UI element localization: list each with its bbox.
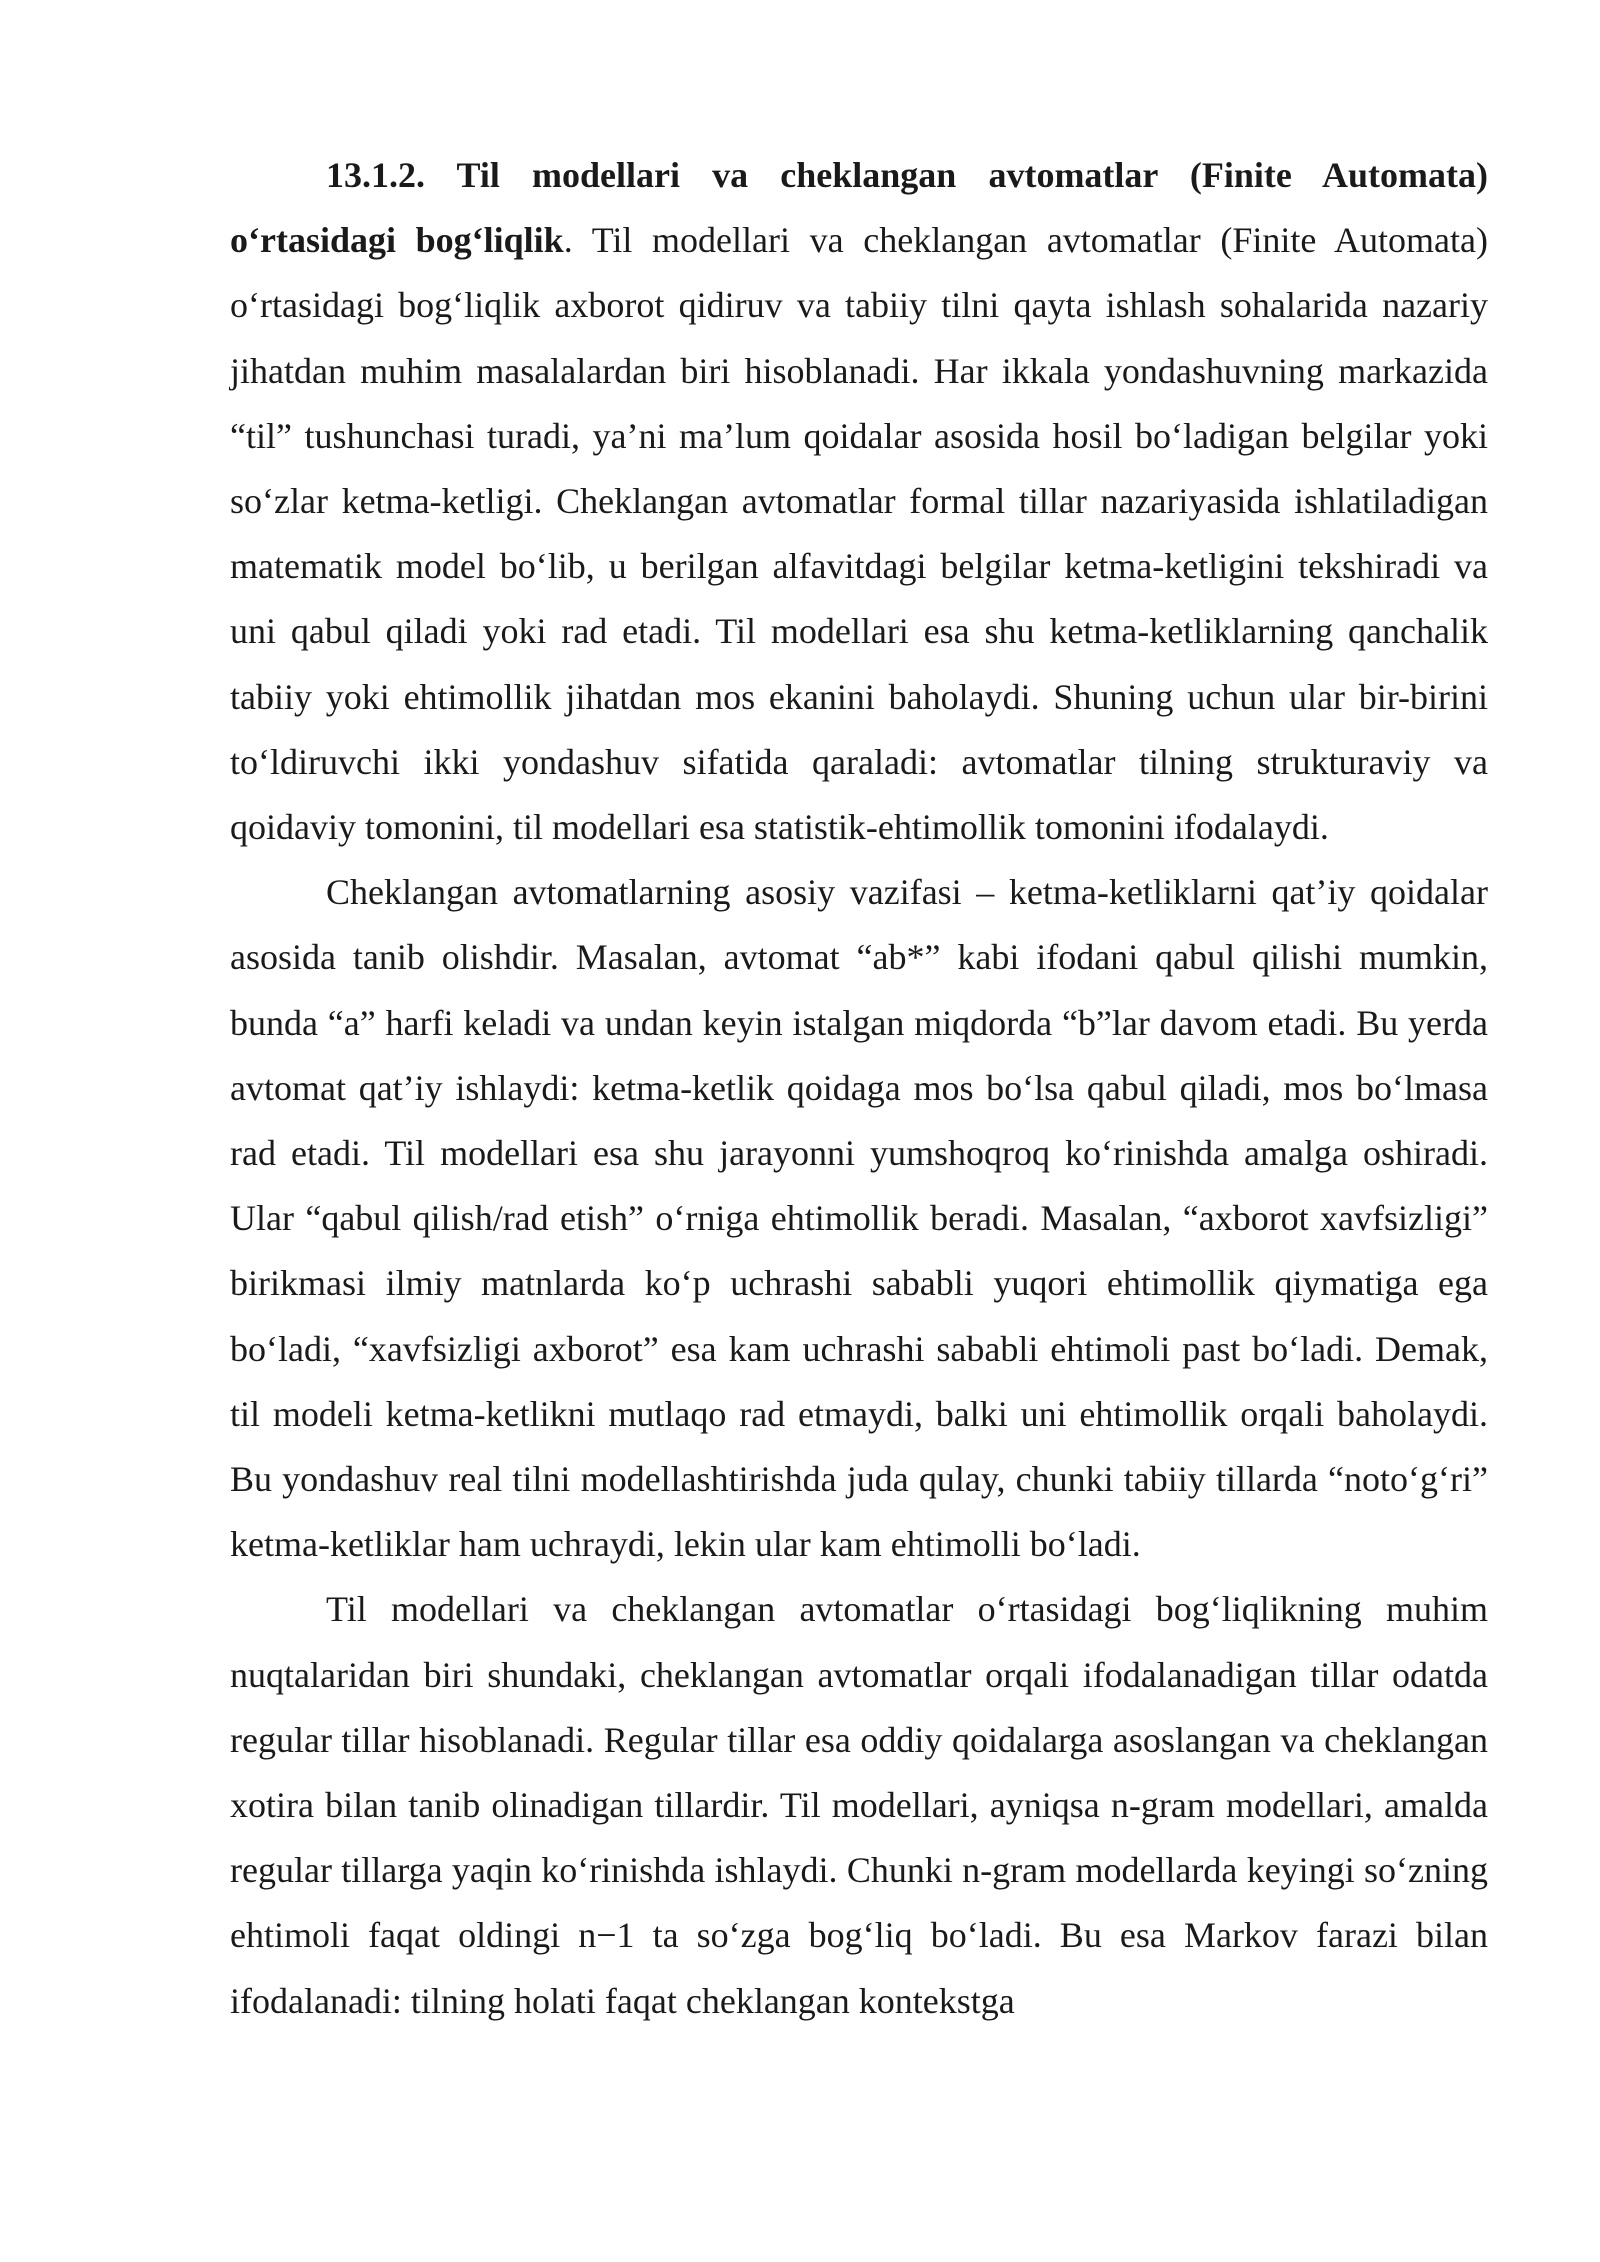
paragraph-1 bbox=[230, 143, 1488, 860]
section-heading: 13.1.2. Til modellari va cheklangan avtomatlar (Finite Automata) o‘rtasidagi bog‘liqlik bbox=[230, 155, 1488, 261]
paragraph-2: Cheklangan avtomatlarning asosiy vazifasi – ketma-ketliklarni qat’iy qoidalar asosida tanib olishdir. Masalan, avtomat “ab*” kabi ifodani qabul qilishi mumkin, bunda “a” harfi keladi va undan keyin istalgan miqdorda “b”lar davom etadi. Bu yerda avtomat qat’iy ishlaydi: ketma-ketlik qoidaga mos bo‘lsa qabul qiladi, mos bo‘lmasa rad etadi. Til modellari esa shu jarayonni yumshoqroq ko‘rinishda amalga oshiradi. Ular “qabul qilish/rad etish” o‘rniga ehtimollik beradi. Masalan, “axborot xavfsizligi” birikmasi ilmiy matnlarda ko‘p uchrashi sababli yuqori ehtimollik qiymatiga ega bo‘ladi, “xavfsizligi axborot” esa kam uchrashi sababli ehtimoli past bo‘ladi. Demak, til modeli ketma-ketlikni mutlaqo rad etmaydi, balki uni ehtimollik orqali baholaydi. Bu yondashuv real tilni modellashtirishda juda qulay, chunki tabiiy tillarda “noto‘g‘ri” ketma-ketliklar ham uchraydi, lekin ular kam ehtimolli bo‘ladi. bbox=[230, 872, 1488, 1565]
paragraph-3: Til modellari va cheklangan avtomatlar o‘rtasidagi bog‘liqlikning muhim nuqtalaridan biri shundaki, cheklangan avtomatlar orqali ifodalanadigan tillar odatda regular tillar hisoblanadi. Regular tillar esa oddiy qoidalarga asoslangan va cheklangan xotira bilan tanib olinadigan tillardir. Til modellari, ayniqsa n-gram modellari, amalda regular tillarga yaqin ko‘rinishda ishlaydi. Chunki n-gram modellarda keyingi so‘zning ehtimoli faqat oldingi n−1 ta so‘zga bog‘liq bo‘ladi. Bu esa Markov farazi bilan ifodalanadi: tilning holati faqat cheklangan kontekstga bbox=[230, 1589, 1488, 2021]
paragraph-1-text: Til modellari va cheklangan avtomatlar (Finite Automata) o‘rtasidagi bog‘liqlik axborot qidiruv va tabiiy tilni qayta ishlash sohalarida nazariy jihatdan muhim masalalardan biri hisoblanadi. Har ikkala yondashuvning markazida “til” tushunchasi turadi, ya’ni ma’lum qoidalar asosida hosil bo‘ladigan belgilar yoki so‘zlar ketma-ketligi. Cheklangan avtomatlar formal tillar nazariyasida ishlatiladigan matematik model bo‘lib, u berilgan alfavitdagi belgilar ketma-ketligini tekshiradi va uni qabul qiladi yoki rad etadi. Til modellari esa shu ketma-ketliklarning qanchalik tabiiy yoki ehtimollik jihatdan mos ekanini baholaydi. Shuning uchun ular bir-birini to‘ldiruvchi ikki yondashuv sifatida qaraladi: avtomatlar tilning strukturaviy va qoidaviy tomonini, til modellari esa statistik-ehtimollik tomonini ifodalaydi. bbox=[230, 220, 1488, 848]
section-heading-period: . bbox=[563, 220, 573, 261]
page-body bbox=[230, 143, 1488, 2034]
